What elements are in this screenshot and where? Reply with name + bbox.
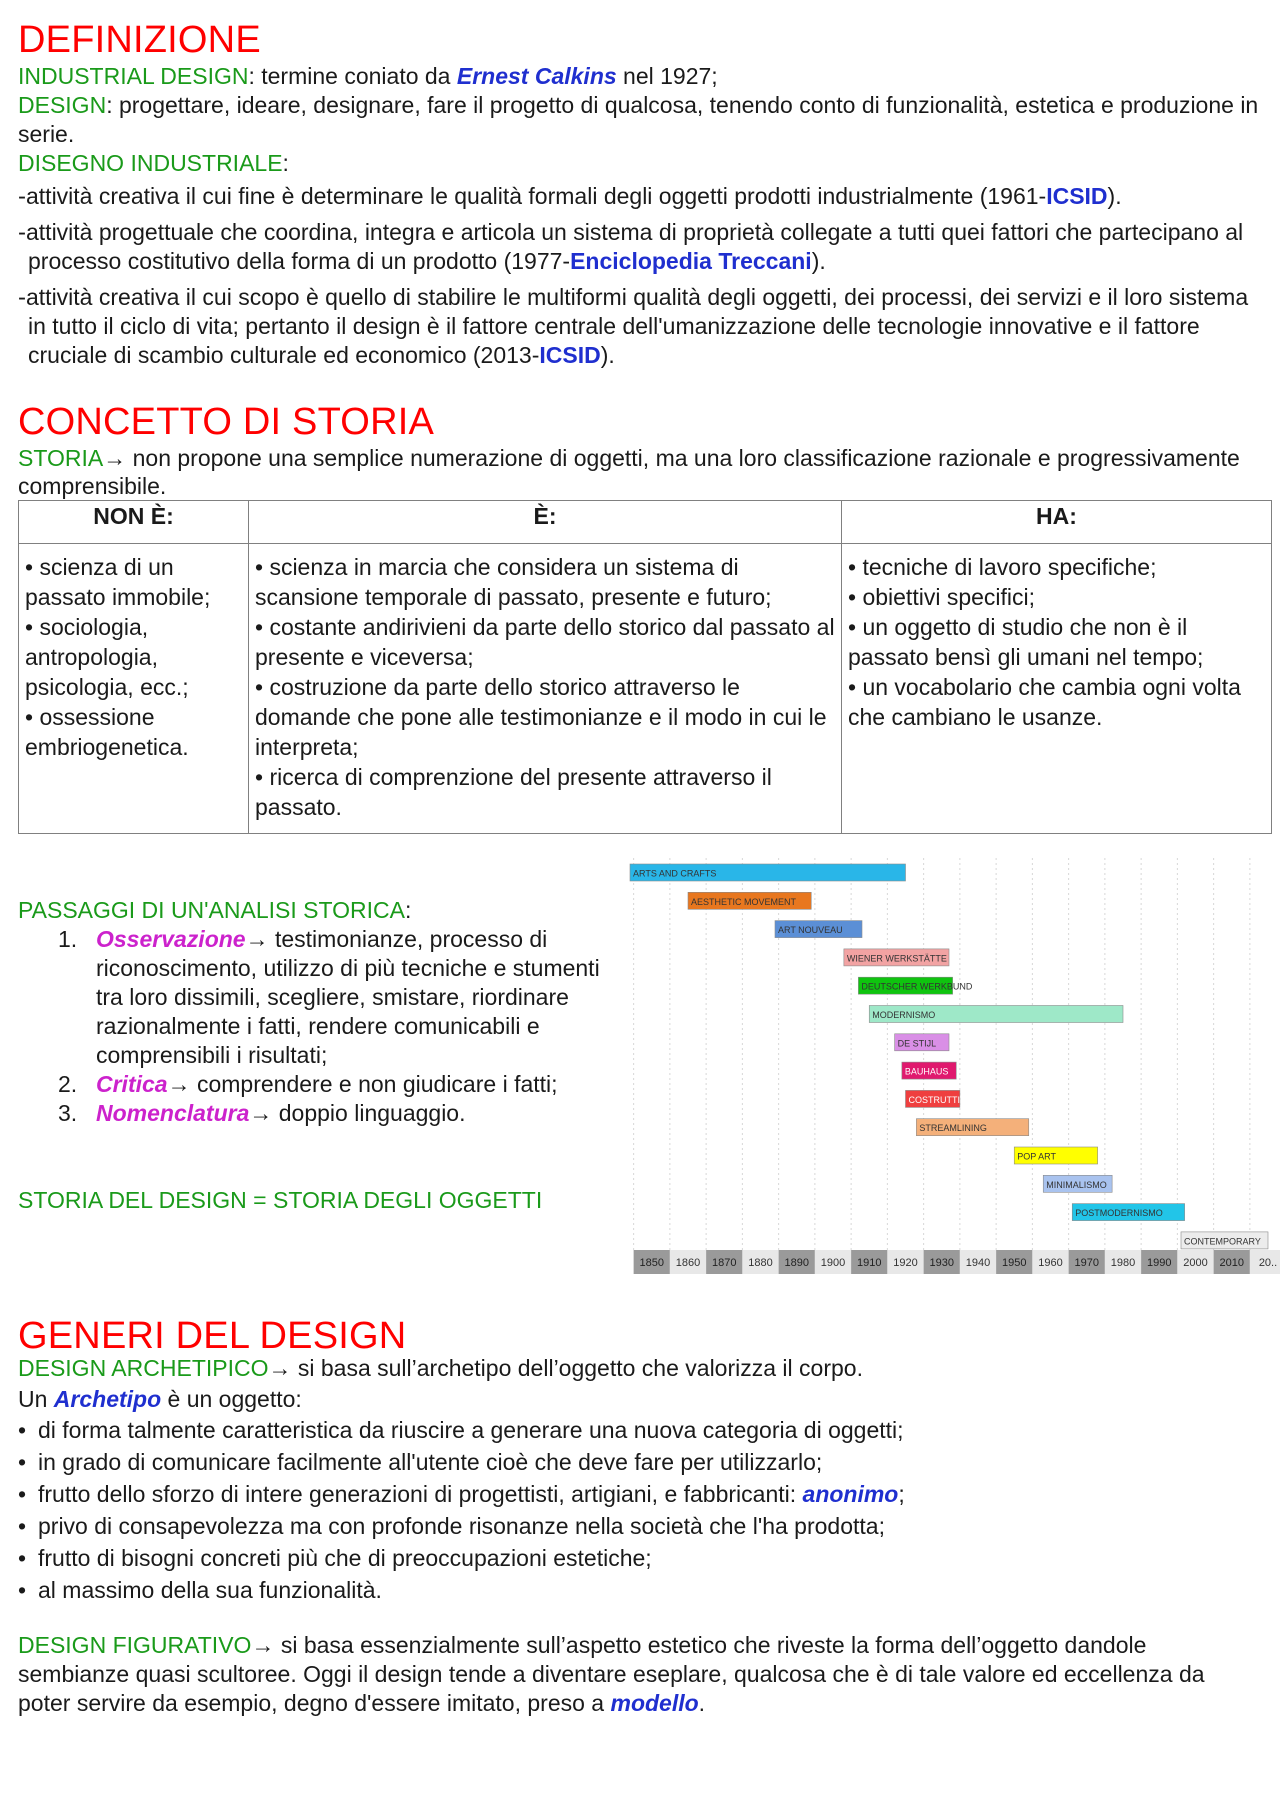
list-item: • frutto di bisogni concreti più che di preoccupazioni estetiche; <box>18 1544 1263 1573</box>
list-item: 2. Critica→ comprendere e non giudicare i fatti; <box>58 1071 558 1097</box>
ref-icsid-2013: ICSID <box>539 342 601 368</box>
timeline-bar-label: MINIMALISMO <box>1046 1179 1107 1190</box>
term-modello: modello <box>610 1690 699 1716</box>
term-storia: STORIA <box>18 445 104 471</box>
cell-item: • costruzione da parte dello storico attraverso le domande che pone alle testimonianze e il modo in cui le interpreta; <box>255 674 827 760</box>
name-ernest-calkins: Ernest Calkins <box>456 63 617 89</box>
axis-tick-label: 1920 <box>893 1257 918 1269</box>
axis-tick-label: 1890 <box>784 1257 809 1269</box>
cell-e <box>249 544 842 834</box>
passaggi-section <box>18 896 618 1215</box>
timeline-bar-label: ART NOUVEAU <box>778 925 843 936</box>
ref-treccani: Enciclopedia Treccani <box>570 248 812 274</box>
term-industrial-design: INDUSTRIAL DESIGN <box>18 63 249 89</box>
list-item: 1. Osservazione→ testimonianze, processo di riconoscimento, utilizzo di più tecniche e stumenti tra loro dissimili, scegliere, smistare, riordinare razionalmente i fatti, rendere comunicabili e comprensibili i risultati; <box>58 926 600 1068</box>
definition-dash-2013: -attività creativa il cui scopo è quello di stabilire le multiformi qualità degli oggetti, dei processi, dei servizi e il loro sistema in tutto il ciclo di vita; pertanto il design è il fattore centrale dell'umanizzazione delle tecnologie innovative e il fattore cruciale di scambio culturale ed economico (2013-ICSID). <box>18 284 1249 368</box>
term-design: DESIGN <box>18 92 107 118</box>
cell-item: • un oggetto di studio che non è il passato bensì gli umani nel tempo; <box>848 614 1204 670</box>
axis-tick-label: 1860 <box>675 1257 701 1269</box>
storia-table <box>18 500 1272 834</box>
cell-non-e <box>19 544 249 834</box>
list-item: 3. Nomenclatura→ doppio linguaggio. <box>58 1100 466 1126</box>
timeline-bar-label: COSTRUTTIVISMO <box>908 1094 989 1105</box>
term-design-figurativo: DESIGN FIGURATIVO <box>18 1632 252 1658</box>
timeline-bar-label: DEUTSCHER WERKBUND <box>861 981 973 992</box>
cell-ha <box>842 544 1272 834</box>
axis-tick-label: 1980 <box>1110 1257 1136 1269</box>
heading-definizione: DEFINIZIONE <box>18 19 261 61</box>
design-movements-timeline <box>628 858 1278 1280</box>
timeline-bar-label: POP ART <box>1017 1151 1056 1162</box>
cell-item: • sociologia, antropologia, psicologia, ecc.; <box>25 614 189 700</box>
list-item: • privo di consapevolezza ma con profonde risonanze nella società che l'ha prodotta; <box>18 1512 1263 1541</box>
cell-item: • costante andirivieni da parte dello storico dal passato al presente e viceversa; <box>255 614 835 670</box>
storia-design-equation: STORIA DEL DESIGN = STORIA DEGLI OGGETTI <box>18 1187 543 1213</box>
axis-tick-label: 1880 <box>748 1257 773 1269</box>
definition-design: DESIGN: progettare, ideare, designare, fare il progetto di qualcosa, tenendo conto di funzionalità, estetica e produzione in serie. <box>18 92 1259 147</box>
timeline-bar-label: DE STIJL <box>897 1038 937 1049</box>
timeline-bar-label: POSTMODERNISMO <box>1075 1208 1163 1219</box>
cell-item: • scienza in marcia che considera un sistema di scansione temporale di passato, presente e futuro; <box>255 554 772 610</box>
ref-icsid-1961: ICSID <box>1046 183 1108 209</box>
axis-tick-label: 20.. <box>1258 1257 1278 1269</box>
cell-item: • ricerca di comprenzione del presente attraverso il passato. <box>255 764 772 820</box>
definition-disegno-industriale: DISEGNO INDUSTRIALE: <box>18 150 289 176</box>
term-archetipo: Archetipo <box>53 1386 162 1412</box>
timeline-bar-label: BAUHAUS <box>904 1066 949 1077</box>
timeline-bar-label: AESTHETIC MOVEMENT <box>691 896 797 907</box>
definition-industrial-design: INDUSTRIAL DESIGN: termine coniato da Ernest Calkins nel 1927; <box>18 63 718 89</box>
cell-item: • scienza di un passato immobile; <box>25 554 211 610</box>
definition-dash-1961: -attività creativa il cui fine è determinare le qualità formali degli oggetti prodotti industrialmente (1961-ICSID). <box>18 183 1122 210</box>
timeline-bar-label: ARTS AND CRAFTS <box>633 868 717 879</box>
design-archetipico: DESIGN ARCHETIPICO→ si basa sull’archetipo dell’oggetto che valorizza il corpo. <box>18 1355 863 1381</box>
term-disegno-industriale: DISEGNO INDUSTRIALE <box>18 150 283 176</box>
timeline-bar-label: STREAMLINING <box>919 1123 987 1134</box>
header-non-e: NON È: <box>19 501 249 544</box>
cell-item: • ossessione embriogenetica. <box>25 704 189 760</box>
timeline-bar-label: CONTEMPORARY <box>1184 1236 1261 1247</box>
term-anonimo: anonimo <box>802 1481 899 1507</box>
cell-item: • tecniche di lavoro specifiche; <box>848 554 1157 580</box>
timeline-bar-label: MODERNISMO <box>872 1010 936 1020</box>
passaggi-heading: PASSAGGI DI UN'ANALISI STORICA: <box>18 897 412 923</box>
term-design-archetipico: DESIGN ARCHETIPICO <box>18 1355 269 1381</box>
storia-table-header-row <box>19 501 1272 544</box>
axis-tick-label: 1940 <box>965 1257 991 1269</box>
axis-tick-label: 1850 <box>639 1257 664 1269</box>
list-item: • di forma talmente caratteristica da riuscire a generare una nuova categoria di oggetti; <box>18 1416 1263 1445</box>
axis-tick-label: 1930 <box>929 1257 954 1269</box>
axis-tick-label: 1870 <box>712 1257 737 1269</box>
header-ha: HA: <box>842 501 1272 544</box>
axis-tick-label: 1960 <box>1038 1257 1063 1269</box>
cell-item: • un vocabolario che cambia ogni volta che cambiano le usanze. <box>848 674 1241 730</box>
cell-item: • obiettivi specifici; <box>848 584 1036 610</box>
list-item: • frutto dello sforzo di intere generazioni di progettisti, artigiani, e fabbricanti: anonimo; <box>18 1480 1263 1509</box>
axis-tick-label: 1990 <box>1147 1257 1172 1269</box>
storia-intro: STORIA→ non propone una semplice numerazione di oggetti, ma una loro classificazione razionale e progressivamente comprensibile. <box>18 445 1240 499</box>
axis-tick-label: 1970 <box>1074 1257 1099 1269</box>
heading-generi-design: GENERI DEL DESIGN <box>18 1315 407 1357</box>
storia-table-row <box>19 544 1272 834</box>
list-item: • al massimo della sua funzionalità. <box>18 1576 1263 1605</box>
axis-tick-label: 2010 <box>1219 1257 1244 1269</box>
archetipo-list <box>18 1416 1263 1605</box>
design-figurativo: DESIGN FIGURATIVO→ si basa essenzialmente sull’aspetto estetico che riveste la forma dell’oggetto dandole sembianze quasi scultoree. Oggi il design tende a diventare eseplare, qualcosa che è di tale valore ed eccellenza da poter servire da esempio, degno d'essere imitato, preso a modello. <box>18 1632 1205 1716</box>
timeline-bar-label: WIENER WERKSTÄTTE <box>846 953 947 964</box>
axis-tick-label: 1910 <box>857 1257 882 1269</box>
axis-tick-label: 1900 <box>820 1257 846 1269</box>
axis-tick-label: 1950 <box>1002 1257 1027 1269</box>
archetipo-intro: Un Archetipo è un oggetto: <box>18 1386 302 1412</box>
header-e: È: <box>249 501 842 544</box>
passaggi-list <box>18 925 618 1128</box>
definition-dash-1977: -attività progettuale che coordina, integra e articola un sistema di proprietà collegate a tutti quei fattori che partecipano al processo costitutivo della forma di un prodotto (1977-Enciclopedia Treccani). <box>18 219 1244 274</box>
list-item: • in grado di comunicare facilmente all'utente cioè che deve fare per utilizzarlo; <box>18 1448 1263 1477</box>
axis-tick-label: 2000 <box>1183 1257 1208 1269</box>
heading-concetto-storia: CONCETTO DI STORIA <box>18 401 435 443</box>
